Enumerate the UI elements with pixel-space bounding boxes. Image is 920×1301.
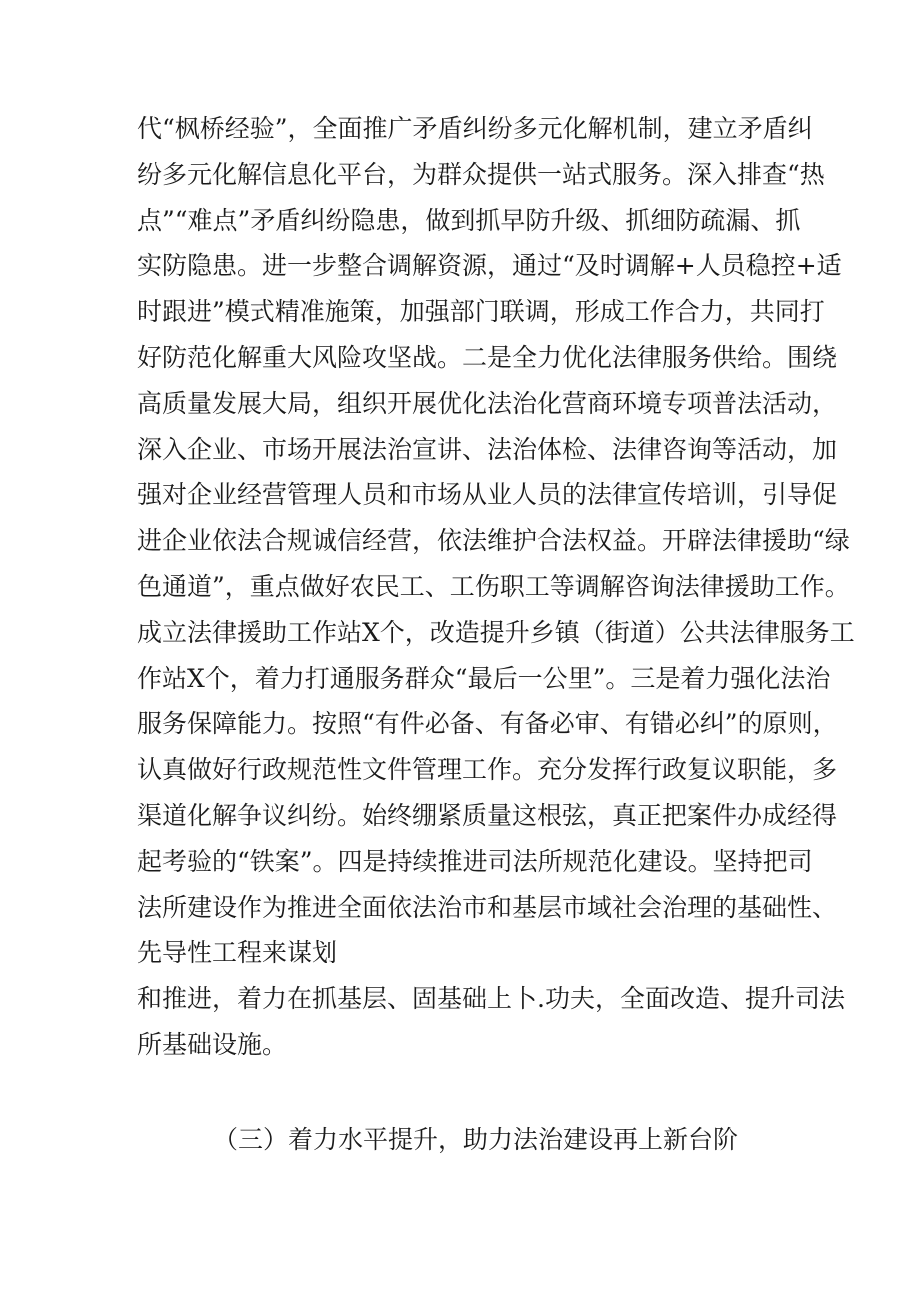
paragraph-line: 深入企业、市场开展法治宣讲、法治体检、法律咨询等活动，加 — [137, 434, 838, 464]
paragraph-line: 强对企业经营管理人员和市场从业人员的法律宣传培训，引导促 — [137, 480, 838, 510]
paragraph-line: 法所建设作为推进全面依法治市和基层市域社会治理的基础性、 — [137, 892, 838, 922]
paragraph-line: 成立法律援助工作站X个，改造提升乡镇（街道）公共法律服务工 — [137, 617, 855, 647]
paragraph-line: 纷多元化解信息化平台，为群众提供一站式服务。深入排查“热 — [137, 159, 825, 189]
paragraph-line: 所基础设施。 — [137, 1029, 288, 1059]
paragraph-line: 代“枫桥经验”，全面推广矛盾纠纷多元化解机制，建立矛盾纠 — [137, 114, 813, 143]
paragraph-line: 点”“难点”矛盾纠纷隐患，做到抓早防升级、抓细防疏漏、抓 — [137, 205, 801, 235]
paragraph-line: 进企业依法合规诚信经营，依法维护合法权益。开辟法律援助“绿 — [137, 526, 850, 556]
paragraph-line: 起考验的“铁案”。四是持续推进司法所规范化建设。坚持把司 — [137, 846, 813, 876]
paragraph-line: 服务保障能力。按照“有件必备、有备必审、有错必纠”的原则， — [137, 709, 838, 739]
paragraph-line: 实防隐患。进一步整合调解资源，通过“及时调解+人员稳控+适 — [137, 251, 842, 281]
paragraph-line: 色通道”，重点做好农民工、工伤职工等调解咨询法律援助工作。 — [137, 571, 850, 601]
section-heading: （三）着力水平提升，助力法治建设再上新台阶 — [213, 1125, 739, 1154]
paragraph-line: 和推进，着力在抓基层、固基础上卜.功夫，全面改造、提升司法 — [137, 984, 845, 1014]
paragraph-line: 渠道化解争议纠纷。始终绷紧质量这根弦，真正把案件办成经得 — [137, 800, 838, 830]
paragraph-line: 好防范化解重大风险攻坚战。二是全力优化法律服务供给。围绕 — [137, 342, 838, 372]
paragraph-line: 时跟进”模式精准施策，加强部门联调，形成工作合力，共同打 — [137, 297, 825, 327]
paragraph-line: 先导性工程来谋划 — [137, 938, 338, 968]
body-paragraph — [137, 106, 855, 1068]
paragraph-line: 认真做好行政规范性文件管理工作。充分发挥行政复议职能，多 — [137, 755, 838, 785]
paragraph-line: 作站X个，着力打通服务群众“最后一公里”。三是着力强化法治 — [137, 663, 831, 693]
paragraph-line: 高质量发展大局，组织开展优化法治化营商环境专项普法活动， — [137, 388, 838, 418]
